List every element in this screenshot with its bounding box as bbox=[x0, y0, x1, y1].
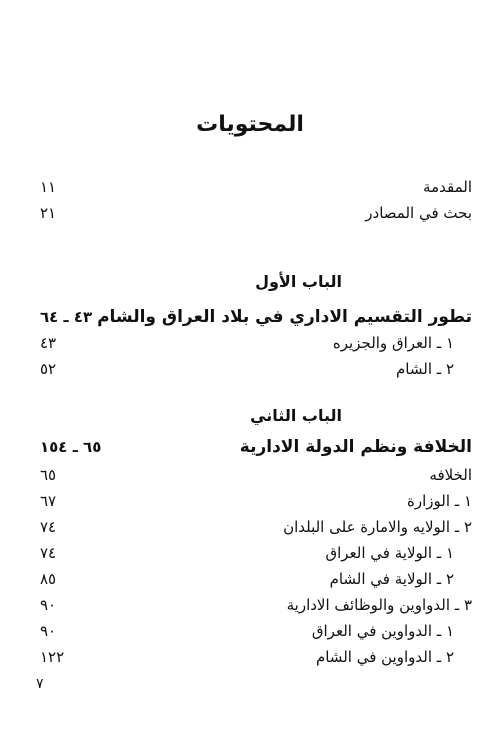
toc-entry-page: ٨٥ bbox=[40, 570, 57, 588]
part-2-heading-text: الباب الثاني bbox=[250, 406, 342, 425]
toc-entry-page: ٧٤ bbox=[40, 518, 57, 536]
toc-entry-page: ٩٠ bbox=[40, 596, 57, 614]
part-1-heading-text: الباب الأول bbox=[255, 272, 342, 291]
toc-entry-label: ٢ ـ الشام bbox=[396, 360, 454, 378]
toc-entry-label: بحث في المصادر bbox=[365, 204, 472, 222]
toc-entry-page: ٢١ bbox=[40, 204, 57, 222]
part-1-title: تطور التقسيم الاداري في بلاد العراق والشام bbox=[97, 307, 472, 327]
toc-entry-page: ٧٤ bbox=[40, 544, 57, 562]
toc-entry-page: ٩٠ bbox=[40, 622, 57, 640]
toc-entry bbox=[40, 644, 472, 670]
toc-entry-page: ٤٣ bbox=[40, 334, 57, 352]
toc-entry-page: ١١ bbox=[40, 178, 57, 196]
part-1-heading bbox=[40, 272, 472, 296]
toc-entry-label: ١ ـ العراق والجزيره bbox=[332, 334, 454, 352]
toc-entry-page: ٥٢ bbox=[40, 360, 57, 378]
toc-entry-label: المقدمة bbox=[423, 178, 472, 196]
part-2-title: الخلافة ونظم الدولة الادارية bbox=[239, 437, 472, 457]
toc-entry-label: ١ ـ الوزارة bbox=[407, 492, 472, 510]
part-2-heading bbox=[40, 406, 472, 430]
page-number: ٧ bbox=[36, 676, 44, 692]
toc-entry-label: ١ ـ الولاية في العراق bbox=[325, 544, 454, 562]
part-1-page-range: ٤٣ ـ ٦٤ bbox=[40, 308, 93, 326]
toc-entry-label: ١ ـ الدواوين في العراق bbox=[311, 622, 454, 640]
toc-entry-page: ٦٧ bbox=[40, 492, 57, 510]
toc-entry bbox=[40, 488, 472, 514]
toc-entry-label: ٢ ـ الولاية في الشام bbox=[329, 570, 454, 588]
toc-entry bbox=[40, 592, 472, 618]
toc-entry bbox=[40, 514, 472, 540]
part-2-title-row bbox=[40, 434, 472, 460]
toc-entry-label: ٢ ـ الولايه والامارة على البلدان bbox=[283, 518, 472, 536]
toc-entry bbox=[40, 356, 472, 382]
toc-entry-label: الخلافه bbox=[429, 466, 472, 484]
toc-entry-introduction bbox=[40, 174, 472, 200]
toc-entry bbox=[40, 462, 472, 488]
page-title: المحتويات bbox=[196, 112, 304, 137]
toc-entry bbox=[40, 540, 472, 566]
toc-entry-sources bbox=[40, 200, 472, 226]
toc-entry-label: ٢ ـ الدواوين في الشام bbox=[315, 648, 454, 666]
toc-entry bbox=[40, 618, 472, 644]
toc-entry-page: ٦٥ bbox=[40, 466, 57, 484]
toc-entry-page: ١٢٢ bbox=[40, 648, 65, 666]
part-2-page-range: ٦٥ ـ ١٥٤ bbox=[40, 438, 102, 456]
toc-entry-label: ٣ ـ الدواوين والوظائف الادارية bbox=[286, 596, 472, 614]
toc-entry bbox=[40, 330, 472, 356]
toc-entry bbox=[40, 566, 472, 592]
part-1-title-row bbox=[40, 304, 472, 330]
